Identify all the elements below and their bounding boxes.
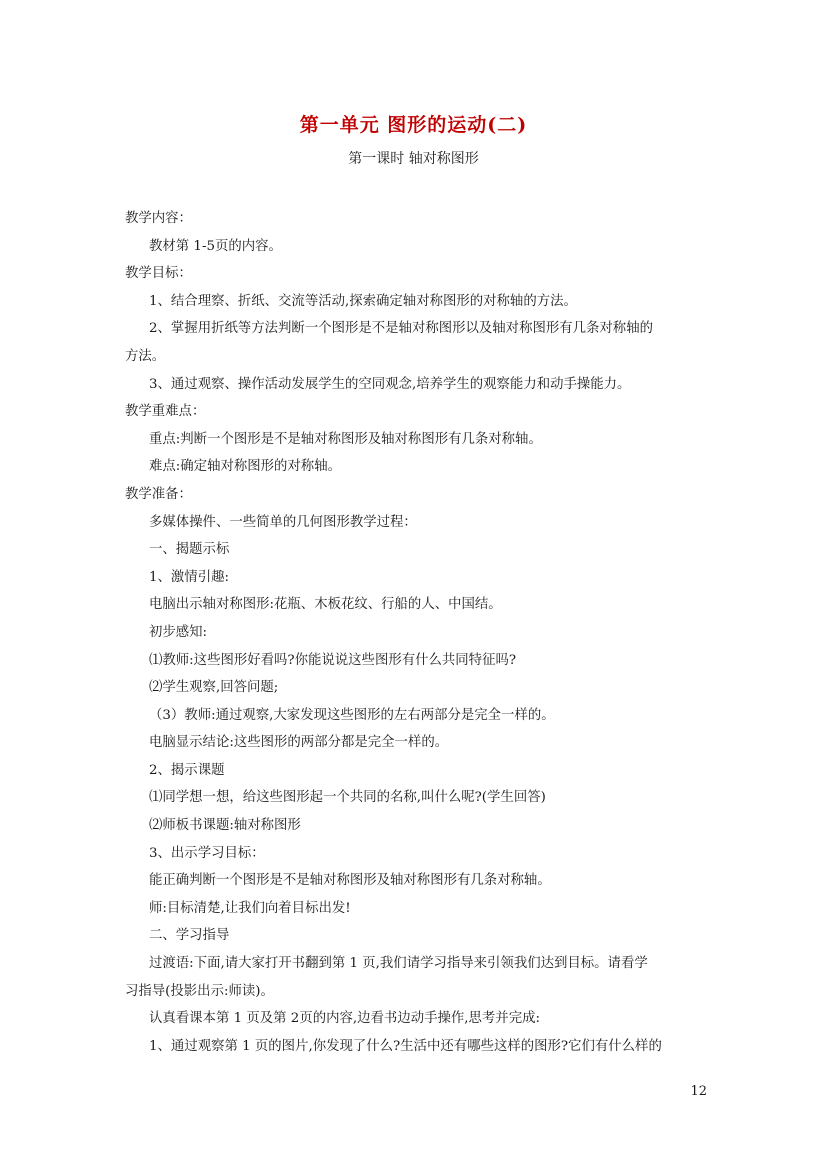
- text-line: 一、揭题示标: [149, 542, 230, 558]
- unit-title: 第一单元 图形的运动(二): [299, 114, 528, 136]
- lesson-body: [125, 205, 705, 1060]
- text-line: 3、出示学习目标：: [149, 845, 265, 861]
- text-line: 教学内容：: [125, 211, 192, 226]
- text-line: 1、通过观察第 1 页的图片,你发现了什么?生活中还有哪些这样的图形?它们有什么样的: [149, 1038, 662, 1054]
- text-line: 电脑出示轴对称图形:花瓶、木板花纹、行船的人、中国结。: [149, 597, 502, 613]
- text-line: ⑵学生观察,回答问题;: [149, 680, 279, 696]
- text-line: （3）教师:通过观察,大家发现这些图形的左右两部分是完全一样的。: [149, 707, 555, 723]
- text-line: ⑵师板书课题:轴对称图形: [149, 818, 301, 834]
- text-line: 2、掌握用折纸等方法判断一个图形是不是轴对称图形以及轴对称图形有几条对称轴的: [149, 321, 653, 337]
- text-line: ⑴教师:这些图形好看吗?你能说说这些图形有什么共同特征吗?: [149, 652, 517, 668]
- text-line: 教学重难点：: [125, 404, 206, 420]
- text-line: 多媒体操件、一些简单的几何图形教学过程：: [149, 514, 417, 530]
- page-number: 12: [690, 1084, 707, 1099]
- text-line: 教学目标：: [125, 266, 192, 282]
- text-line: 电脑显示结论:这些图形的两部分都是完全一样的。: [149, 735, 449, 751]
- text-line: 初步感知:: [149, 624, 208, 640]
- text-line: 方法。: [125, 348, 166, 364]
- text-line: 难点:确定轴对称图形的对称轴。: [149, 459, 341, 475]
- text-line: 师:目标清楚,让我们向着目标出发!: [149, 900, 351, 916]
- text-line: ⑴同学想一想，给这些图形起一个共同的名称,叫什么呢?(学生回答): [149, 790, 546, 806]
- text-line: 教学准备：: [125, 486, 192, 502]
- text-line: 1、激情引趣:: [149, 569, 229, 585]
- text-line: 3、通过观察、操作活动发展学生的空同观念,培养学生的观察能力和动手操能力。: [149, 376, 631, 392]
- text-line: 能正确判断一个图形是不是轴对称图形及轴对称图形有几条对称轴。: [149, 873, 551, 889]
- lesson-subtitle: 第一课时 轴对称图形: [348, 151, 479, 167]
- text-line: 1、结合理察、折纸、交流等活动,探索确定轴对称图形的对称轴的方法。: [149, 293, 577, 309]
- text-line: 认真看课本第 1 页及第 2页的内容,边看书边动手操作,思考并完成:: [149, 1011, 540, 1027]
- text-line: 2、揭示课题: [149, 762, 225, 778]
- text-line: 教材第 1-5页的内容。: [149, 238, 282, 254]
- text-line: 习指导(投影出示:师读)。: [125, 983, 274, 999]
- text-line: 重点:判断一个图形是不是轴对称图形及轴对称图形有几条对称轴。: [149, 431, 542, 447]
- text-line: 过渡语:下面,请大家打开书翻到第 1 页,我们请学习指导来引领我们达到目标。请看学: [149, 956, 648, 972]
- text-line: 二、学习指导: [149, 928, 230, 944]
